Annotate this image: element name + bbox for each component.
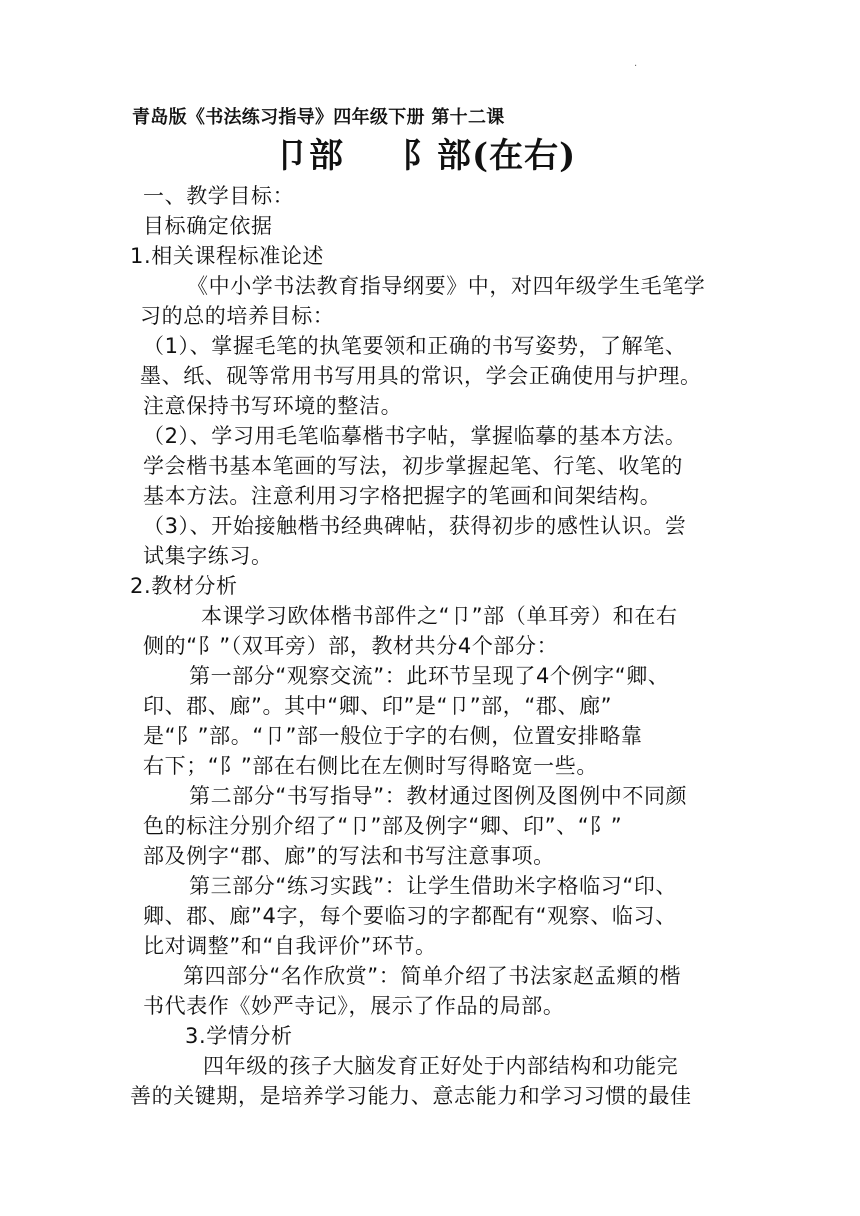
course-header: 青岛版《书法练习指导》四年级下册 第十二课 <box>132 107 505 128</box>
paragraph-line: 善的关键期，是培养学习能力、意志能力和学习习惯的最佳 <box>130 1084 692 1108</box>
paragraph-line: 四年级的孩子大脑发育正好处于内部结构和功能完 <box>203 1054 679 1078</box>
paragraph-line: （3）、开始接触楷书经典碑帖，获得初步的感性认识。尝 <box>143 514 687 538</box>
paragraph-line: 色的标注分别介绍了“卩”部及例字“卿、印”、“阝” <box>143 814 623 838</box>
paragraph-line: 本课学习欧体楷书部件之“卩”部（单耳旁）和在右 <box>201 604 678 628</box>
subheading-learner-analysis: 3.学情分析 <box>185 1024 293 1048</box>
paragraph-line: （1）、掌握毛笔的执笔要领和正确的书写姿势，了解笔、 <box>143 334 687 358</box>
lesson-title <box>274 134 576 178</box>
paragraph-line: （2）、学习用毛笔临摹楷书字帖，掌握临摹的基本方法。 <box>143 424 687 448</box>
page-dot-mark: . <box>634 58 638 69</box>
paragraph-line: 部及例字“郡、廊”的写法和书写注意事项。 <box>143 844 555 868</box>
paragraph-line: 侧的“阝”（双耳旁）部，教材共分4个部分： <box>143 634 559 658</box>
paragraph-line: 《中小学书法教育指导纲要》中，对四年级学生毛笔学 <box>187 274 706 298</box>
subheading-standards: 1.相关课程标准论述 <box>130 244 325 268</box>
paragraph-line: 习的总的培养目标： <box>140 304 335 328</box>
paragraph-line: 是“阝”部。“卩”部一般位于字的右侧，位置安排略靠 <box>143 724 643 748</box>
paragraph-line: 第一部分“观察交流”：此环节呈现了4个例字“卿、 <box>189 664 670 688</box>
paragraph-line: 第二部分“书写指导”：教材通过图例及图例中不同颜 <box>189 784 688 808</box>
lesson-title-part1: 卩部 <box>274 136 344 176</box>
subheading-basis: 目标确定依据 <box>143 214 273 238</box>
paragraph-line: 右下；“阝”部在右侧比在左侧时写得略宽一些。 <box>143 754 598 778</box>
paragraph-line: 比对调整”和“自我评价”环节。 <box>143 934 437 958</box>
paragraph-line: 第三部分“练习实践”：让学生借助米字格临习“印、 <box>189 874 678 898</box>
subheading-textbook-analysis: 2.教材分析 <box>130 574 238 598</box>
paragraph-line: 基本方法。注意利用习字格把握字的笔画和间架结构。 <box>143 484 662 508</box>
lesson-title-part2: 阝部(在右) <box>402 136 577 176</box>
paragraph-line: 印、郡、廊”。其中“卿、印”是“卩”部，“郡、廊” <box>143 694 613 718</box>
paragraph-line: 学会楷书基本笔画的写法，初步掌握起笔、行笔、收笔的 <box>143 454 683 478</box>
paragraph-line: 墨、纸、砚等常用书写用具的常识，学会正确使用与护理。 <box>140 364 702 388</box>
paragraph-line: 注意保持书写环境的整洁。 <box>143 394 403 418</box>
section-heading-objectives: 一、教学目标： <box>143 184 295 208</box>
paragraph-line: 试集字练习。 <box>143 544 273 568</box>
paragraph-line: 卿、郡、廊”4字，每个要临习的字都配有“观察、临习、 <box>143 904 677 928</box>
paragraph-line: 第四部分“名作欣赏”：简单介绍了书法家赵孟頫的楷 <box>183 964 682 988</box>
paragraph-line: 书代表作《妙严寺记》，展示了作品的局部。 <box>143 994 565 1018</box>
